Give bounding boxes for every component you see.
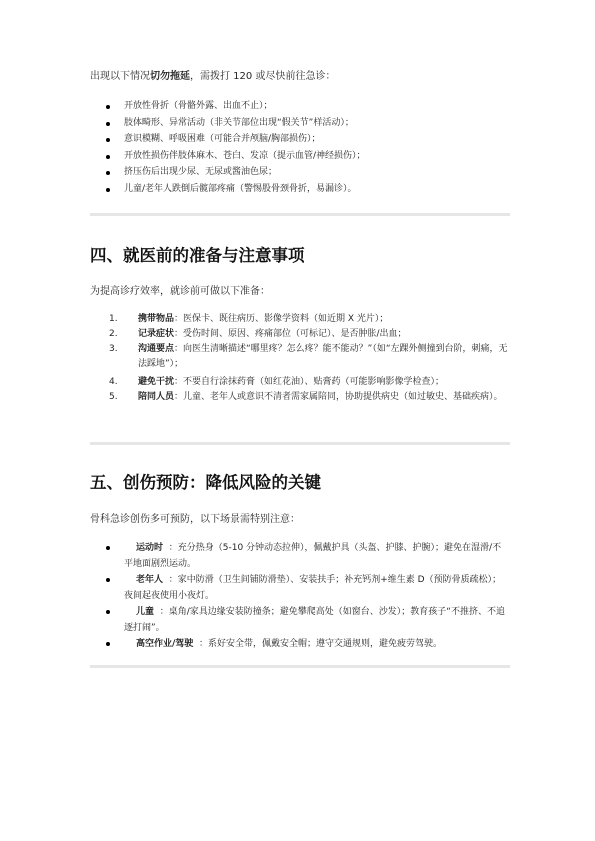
emergency-intro-suffix: ，需拨打 120 或尽快前往急诊： [190,71,336,82]
list-item [90,375,510,390]
bullet-icon [106,642,110,646]
section5-intro: 骨科急诊创伤多可预防，以下场景需特别注意： [90,514,300,525]
list-item-text: ：受伤时间、原因、疼痛部位（可标记）、是否肿胀/出血； [174,329,407,339]
list-item-text: ：系好安全带，佩戴安全帽；遵守交通规则，避免疲劳驾驶。 [199,639,443,649]
list-item-text: 儿童/老年人跌倒后髋部疼痛（警惕股骨颈骨折，易漏诊）。 [124,183,357,194]
emergency-intro-prefix: 出现以下情况 [90,71,150,82]
list-item-text: 开放性损伤伴肢体麻木、苍白、发凉（提示血管/神经损伤）； [124,150,366,161]
list-item-text: ：医保卡、既往病历、影像学资料（如近期 X 光片）； [174,314,389,324]
list-item-label: 记录症状 [138,329,175,339]
list-item-label: 儿童 [136,607,155,617]
list-item [90,164,510,181]
list-number: 5. [109,392,118,402]
list-item-label: 陪同人员 [138,392,175,402]
list-item-text: ：充分热身（5-10 分钟动态拉伸），佩戴护具（头盔、护膝、护腕）；避免在湿滑/不平地面剧烈运动。 [124,543,502,569]
list-item [90,540,510,572]
bullet-icon [106,105,110,109]
list-item [90,181,510,198]
list-number: 3. [109,344,118,354]
emergency-intro [90,70,335,84]
list-item-text: 肢体畸形、异常活动（非关节部位出现“假关节”样活动）； [124,117,354,128]
list-item [90,148,510,165]
list-item-text: 开放性骨折（骨骼外露、出血不止）； [124,101,273,111]
list-item [90,390,510,405]
list-item-label: 老年人 [136,575,164,585]
list-item-label: 高空作业/驾驶 [136,639,194,649]
list-item [90,115,510,132]
list-item [90,342,510,372]
list-item-text: ：向医生清晰描述“哪里疼？怎么疼？能不能动？”（如“左踝外侧撞到台阶，刺痛，无法踩地”）； [138,344,508,369]
list-item [90,131,510,148]
list-item [90,312,510,327]
list-item [90,636,510,652]
list-item-label: 运动时 [136,543,164,553]
list-item-label: 携带物品 [138,314,175,324]
preparation-list [90,312,510,405]
list-item-text: ：不要自行涂抹药膏（如红花油）、贴膏药（可能影响影像学检查）； [174,377,445,387]
list-item-text: 挤压伤后出现少尿、无尿或酱油色尿； [124,167,278,177]
list-item-text: ：儿童、老年人或意识不清者需家属陪同，协助提供病史（如过敏史、基础疾病）。 [174,392,503,402]
section4-intro: 为提高诊疗效率，就诊前可做以下准备： [90,286,270,297]
list-item-label: 避免干扰 [138,377,175,387]
section-divider [90,665,510,668]
bullet-icon [106,155,110,159]
section5-heading: 五、创伤预防：降低风险的关键 [90,473,321,492]
section-divider [90,442,510,445]
bullet-icon [106,138,110,142]
list-number: 1. [109,314,118,324]
bullet-icon [106,171,110,175]
list-item-text: ：家中防滑（卫生间铺防滑垫）、安装扶手；补充钙剂+维生素 D（预防骨质疏松）；夜间起夜使用小夜灯。 [124,575,502,601]
section4-heading: 四、就医前的准备与注意事项 [90,246,305,265]
list-item [90,98,510,115]
section-divider [90,213,510,216]
prevention-list [90,540,510,652]
list-number: 2. [109,329,118,339]
bullet-icon [106,610,110,614]
list-item [90,572,510,604]
bullet-icon [106,578,110,582]
list-item [90,604,510,636]
list-number: 4. [109,377,118,387]
list-item-label: 沟通要点 [138,344,175,354]
bullet-icon [106,546,110,550]
list-item [90,327,510,342]
emergency-intro-bold: 切勿拖延 [150,71,190,82]
bullet-icon [106,122,110,126]
emergency-list [90,98,510,197]
list-item-text: 意识模糊、呼吸困难（可能合并颅脑/胸部损伤）； [124,134,321,144]
list-item-text: ：桌角/家具边缘安装防撞条；避免攀爬高处（如窗台、沙发）；教育孩子“不推挤、不追逐打闹”。 [124,607,505,633]
bullet-icon [106,188,110,192]
